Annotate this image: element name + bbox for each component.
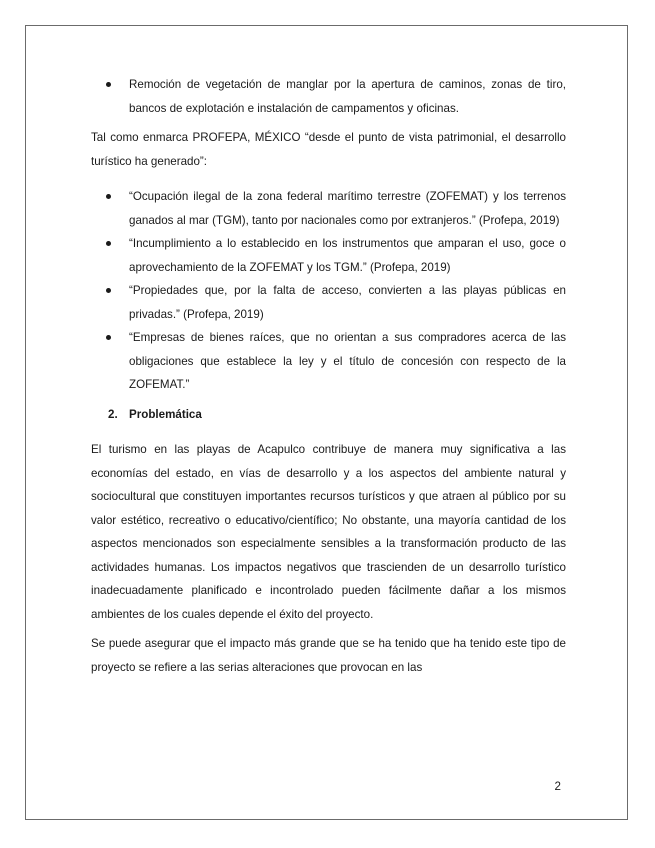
bullet-icon: [106, 288, 111, 293]
list-item-text: “Propiedades que, por la falta de acceso, convierten a las playas públicas en privadas.” (Profepa, 2019): [129, 284, 566, 321]
bullet-icon: [106, 241, 111, 246]
list-item-text: “Empresas de bienes raíces, que no orientan a sus compradores acerca de las obligaciones que establece la ley y el título de concesión con respecto de la ZOFEMAT.”: [129, 331, 566, 391]
list-item: [91, 185, 566, 232]
body-paragraph-2: Se puede asegurar que el impacto más grande que se ha tenido que ha tenido este tipo de proyecto se refiere a las serias alteraciones que provocan en las: [91, 637, 566, 674]
bullet-icon: [106, 335, 111, 340]
intro-paragraph: Tal como enmarca PROFEPA, MÉXICO “desde el punto de vista patrimonial, el desarrollo turístico ha generado”:: [91, 131, 566, 168]
document-page: [25, 25, 628, 820]
body-paragraph-1: El turismo en las playas de Acapulco contribuye de manera muy significativa a las economías del estado, en vías de desarrollo y a los aspectos del ambiente natural y sociocultural que constituyen importantes recursos turísticos y que atraen al público por su valor estético, recreativo o educativo/científico; No obstante, una mayoría cantidad de los aspectos mencionados son especialmente sensibles a la transformación producto de las actividades humanas. Los impactos negativos que trascienden de un desarrollo turístico inadecuadamente planificado e incontrolado pueden fácilmente dañar a los mismos ambientes de los cuales depende el éxito del proyecto.: [91, 443, 566, 621]
bullet-icon: [106, 194, 111, 199]
list-item: [91, 326, 566, 397]
section-title: Problemática: [129, 407, 202, 421]
list-item-text: Remoción de vegetación de manglar por la apertura de caminos, zonas de tiro, bancos de explotación e instalación de campamentos y oficinas.: [129, 78, 566, 115]
bullet-list-quotes: [91, 185, 566, 397]
page-number: 2: [554, 780, 561, 793]
section-number: 2.: [108, 407, 118, 421]
bullet-icon: [106, 82, 111, 87]
list-item: [91, 279, 566, 326]
bullet-list-top: [91, 73, 566, 120]
page-content: [91, 73, 566, 679]
list-item: [91, 232, 566, 279]
list-item: [91, 73, 566, 120]
list-item-text: “Incumplimiento a lo establecido en los instrumentos que amparan el uso, goce o aprovechamiento de la ZOFEMAT y los TGM.” (Profepa, 2019): [129, 237, 566, 274]
list-item-text: “Ocupación ilegal de la zona federal marítimo terrestre (ZOFEMAT) y los terrenos ganados al mar (TGM), tanto por nacionales como por extranjeros.” (Profepa, 2019): [129, 190, 566, 227]
section-heading: [91, 403, 566, 427]
